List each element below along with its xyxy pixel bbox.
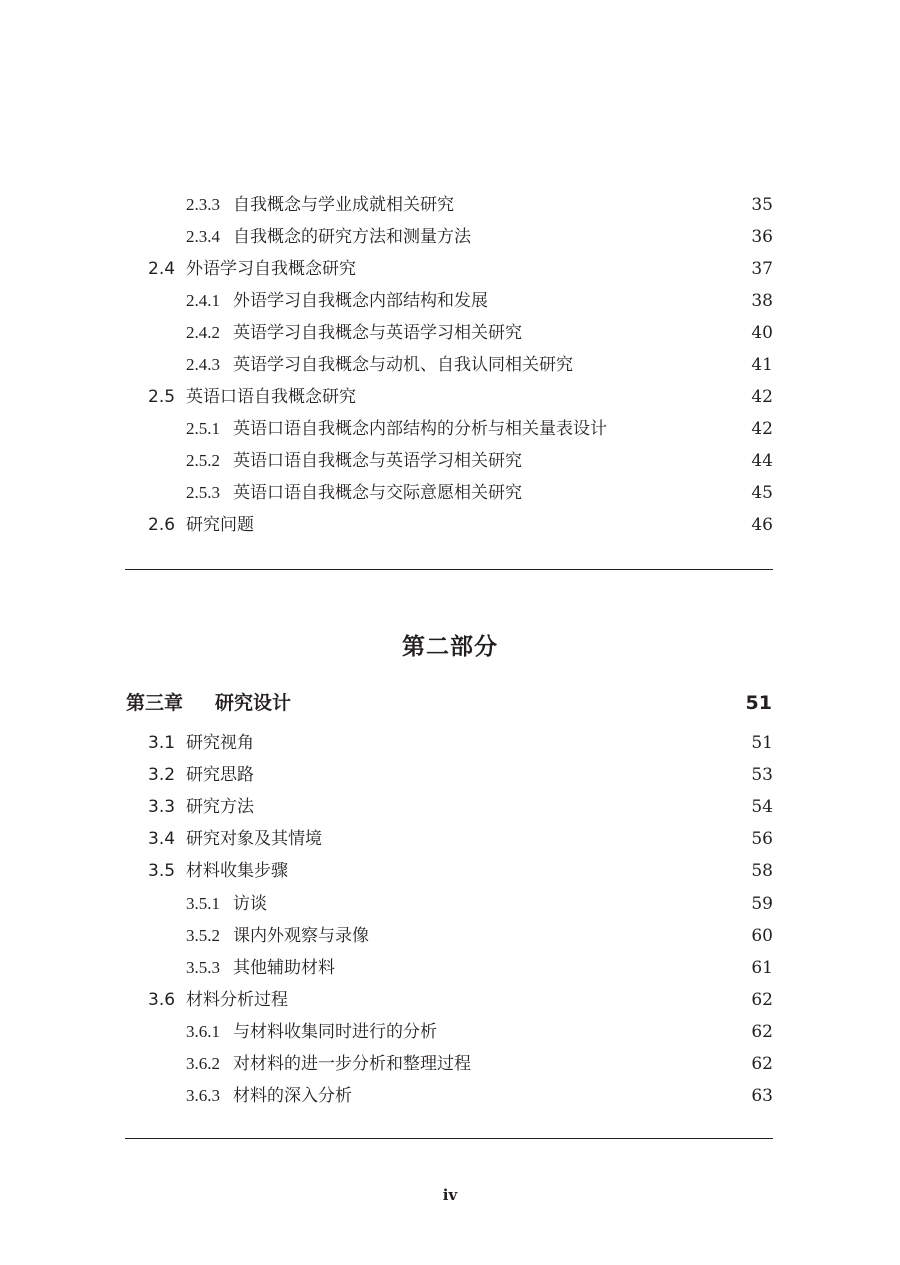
toc-entry-number: 3.6 — [148, 989, 176, 1010]
toc-entry-page: 62 — [751, 1054, 773, 1074]
toc-entry-number: 2.4.1 — [186, 291, 220, 310]
toc-entry-page: 54 — [751, 797, 773, 818]
toc-entry[interactable] — [0, 1052, 900, 1076]
toc-entry-number: 2.4.2 — [186, 323, 220, 342]
toc-entry-number: 2.4 — [148, 259, 176, 279]
toc-entry-title: 英语口语自我概念与英语学习相关研究 — [233, 451, 522, 471]
toc-entry-number: 3.1 — [148, 733, 176, 753]
toc-entry[interactable] — [0, 827, 900, 851]
toc-entry[interactable] — [0, 481, 900, 505]
toc-entry-page: 51 — [751, 733, 773, 753]
part-heading: 第二部分 — [402, 633, 498, 660]
toc-entry-title: 英语口语自我概念内部结构的分析与相关量表设计 — [233, 419, 607, 439]
chapter-page-number: 51 — [745, 692, 772, 714]
toc-entry-title: 材料收集步骤 — [186, 861, 288, 882]
toc-entry-title: 材料分析过程 — [186, 989, 288, 1010]
chapter-heading-row[interactable] — [0, 689, 900, 717]
toc-entry-title: 英语口语自我概念研究 — [186, 387, 356, 407]
toc-entry-title: 材料的深入分析 — [233, 1086, 352, 1107]
toc-entry-page: 58 — [751, 861, 773, 882]
toc-entry[interactable] — [0, 892, 900, 916]
toc-entry-number: 3.2 — [148, 765, 176, 786]
toc-entry-number: 3.5.1 — [186, 893, 220, 913]
chapter-title: 研究设计 — [215, 692, 292, 714]
toc-entry-title: 外语学习自我概念研究 — [186, 259, 356, 279]
toc-entry-page: 41 — [751, 355, 773, 375]
toc-entry-title: 英语学习自我概念与动机、自我认同相关研究 — [233, 355, 573, 375]
toc-entry-title: 自我概念与学业成就相关研究 — [233, 195, 454, 215]
toc-entry-title: 研究问题 — [186, 515, 254, 535]
toc-entry-title: 与材料收集同时进行的分析 — [233, 1021, 437, 1042]
toc-entry-number: 2.5.3 — [186, 483, 220, 502]
toc-entry[interactable] — [0, 795, 900, 819]
toc-entry-page: 36 — [751, 227, 773, 247]
toc-entry-page: 45 — [751, 483, 773, 503]
toc-entry[interactable] — [0, 1020, 900, 1044]
toc-entry-title: 研究视角 — [186, 733, 254, 753]
toc-entry-number: 2.4.3 — [186, 355, 220, 374]
toc-entry[interactable] — [0, 257, 900, 281]
toc-entry[interactable] — [0, 385, 900, 409]
toc-entry-page: 44 — [751, 451, 773, 471]
toc-entry-title: 对材料的进一步分析和整理过程 — [233, 1054, 471, 1074]
toc-entry-number: 2.5.2 — [186, 451, 220, 470]
toc-entry-page: 62 — [751, 989, 773, 1010]
toc-entry[interactable] — [0, 513, 900, 537]
toc-entry-number: 3.6.1 — [186, 1021, 220, 1041]
toc-entry-number: 3.5.3 — [186, 957, 220, 977]
chapter-label: 第三章 — [126, 692, 184, 714]
toc-entry-number: 3.6.2 — [186, 1054, 220, 1073]
toc-entry-page: 42 — [751, 387, 773, 407]
toc-entry[interactable] — [0, 289, 900, 313]
toc-entry-number: 2.6 — [148, 515, 176, 535]
toc-entry[interactable] — [0, 763, 900, 787]
toc-entry-title: 外语学习自我概念内部结构和发展 — [233, 291, 488, 311]
toc-entry[interactable] — [0, 859, 900, 883]
toc-entry-page: 53 — [751, 765, 773, 786]
toc-entry-title: 自我概念的研究方法和测量方法 — [233, 227, 471, 247]
toc-entry[interactable] — [0, 193, 900, 217]
toc-entry-page: 46 — [751, 515, 773, 535]
toc-entry-title: 英语口语自我概念与交际意愿相关研究 — [233, 483, 522, 503]
toc-entry[interactable] — [0, 353, 900, 377]
toc-entry-page: 61 — [751, 957, 773, 978]
toc-entry-page: 60 — [751, 925, 773, 946]
toc-entry-number: 2.5 — [148, 387, 176, 407]
toc-entry-page: 35 — [751, 195, 773, 215]
divider-rule-top — [125, 569, 773, 570]
toc-entry[interactable] — [0, 417, 900, 441]
toc-entry[interactable] — [0, 449, 900, 473]
toc-entry-page: 38 — [751, 291, 773, 311]
toc-entry-number: 3.5 — [148, 861, 176, 882]
toc-entry-number: 3.4 — [148, 829, 176, 850]
toc-entry[interactable] — [0, 1084, 900, 1108]
toc-entry-page: 37 — [751, 259, 773, 279]
toc-entry[interactable] — [0, 731, 900, 755]
toc-entry[interactable] — [0, 956, 900, 980]
toc-entry[interactable] — [0, 225, 900, 249]
toc-entry-title: 研究对象及其情境 — [186, 829, 322, 850]
toc-entry[interactable] — [0, 321, 900, 345]
toc-entry[interactable] — [0, 988, 900, 1012]
toc-entry-title: 课内外观察与录像 — [233, 925, 369, 946]
page-number-footer: iv — [442, 1186, 458, 1204]
toc-entry[interactable] — [0, 924, 900, 948]
toc-entry-page: 63 — [751, 1086, 773, 1107]
toc-entry-page: 62 — [751, 1021, 773, 1042]
toc-entry-title: 访谈 — [233, 893, 267, 914]
toc-entry-page: 56 — [751, 829, 773, 850]
toc-entry-number: 2.3.4 — [186, 227, 220, 246]
toc-entry-title: 研究方法 — [186, 797, 254, 818]
toc-entry-title: 英语学习自我概念与英语学习相关研究 — [233, 323, 522, 343]
toc-entry-page: 40 — [751, 323, 773, 343]
toc-entry-number: 3.6.3 — [186, 1086, 220, 1106]
toc-entry-number: 2.3.3 — [186, 195, 220, 214]
divider-rule-bottom — [125, 1138, 773, 1139]
toc-entry-title: 其他辅助材料 — [233, 957, 335, 978]
toc-entry-page: 59 — [751, 893, 773, 914]
toc-entry-page: 42 — [751, 419, 773, 439]
toc-entry-number: 3.3 — [148, 797, 176, 818]
toc-entry-number: 3.5.2 — [186, 925, 220, 945]
toc-entry-number: 2.5.1 — [186, 419, 220, 438]
toc-entry-title: 研究思路 — [186, 765, 254, 786]
